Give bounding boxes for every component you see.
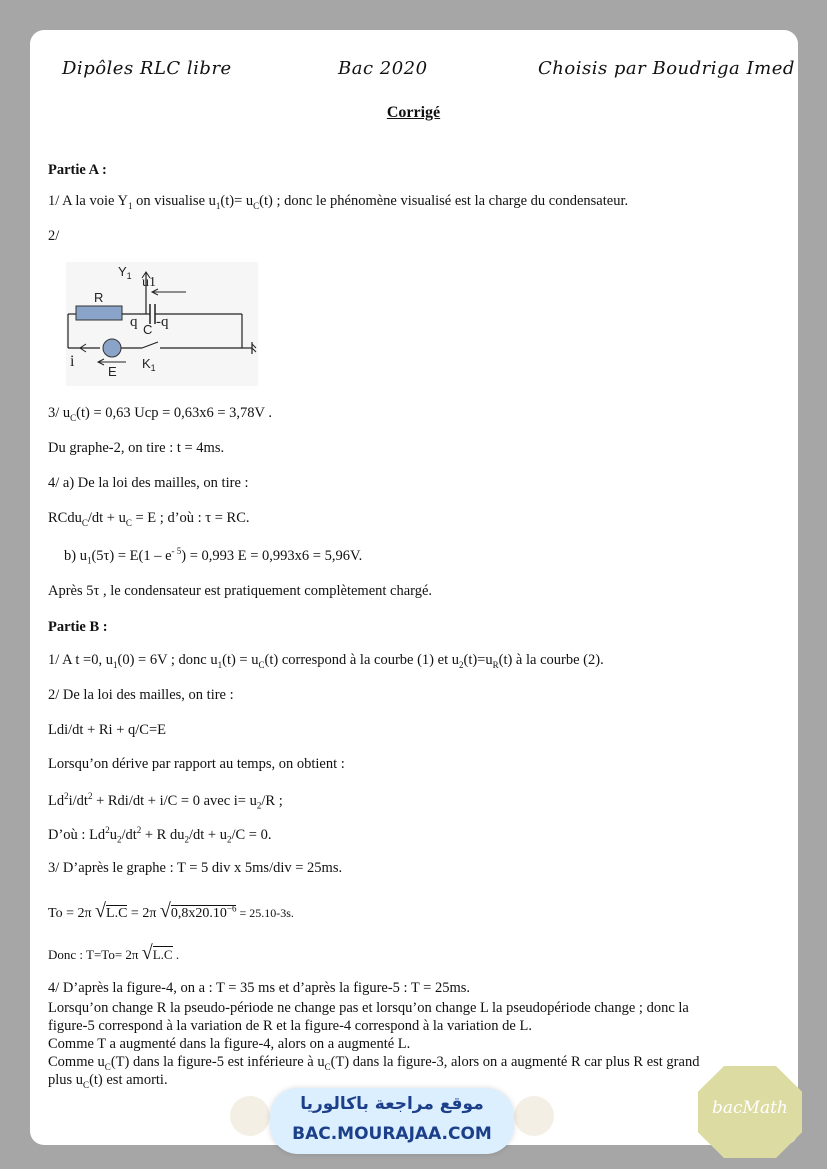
header-center: Bac 2020 [338,58,428,79]
partB-q4c: figure-5 correspond à la variation de R et la figure-4 correspond à la variation de L. [48,1018,532,1034]
label-r: R [94,290,104,305]
label-c: C [143,322,153,337]
left-logo-icon [230,1096,270,1136]
partB-heading: Partie B : [48,619,108,635]
page-title: Corrigé [386,104,441,121]
partB-q2d: $Ld^2i/dt^2 + Rdi/dt + i/C = 0$ avec $i= u_2/R$ ; [48,791,283,811]
partB-q2c: Lorsqu’on dérive par rapport au temps, on obtient : [48,756,345,772]
partB-q2e: D’où : $Ld^2u_2/dt^2 + R$ $du_2/dt + u_2/C = 0$. [48,825,272,845]
label-i: i [70,353,75,370]
header-left: Dipôles RLC libre [62,58,232,79]
banner-site-url: BAC.MOURAJAA.COM [292,1124,492,1144]
label-e: E [108,364,117,379]
label-k: K [142,356,151,371]
banner-arabic-text: موقع مراجعة باكالوريا [300,1094,484,1114]
generator [103,339,121,357]
label-q: q [130,314,138,330]
partA-q3a: 3/ $u_C(t) = 0,63$ Ucp = 0,63x6 = 3,78V . [48,405,273,423]
partA-q1: 1/ A la voie $Y_1$ on visualise $u_1(t)= u_C(t)$ ; donc le phénomène visualisé est la charge du condensateur. [48,193,629,211]
resistor [76,306,122,320]
label-u1: u1 [142,275,156,290]
partB-q4e: Comme $u_C(T)$ dans la figure-5 est inférieure à $u_C(T)$ dans la figure-3, alors on a augmenté R car plus R est grand [48,1054,700,1072]
right-logo-icon [514,1096,554,1136]
label-minus-q: -q [156,314,169,330]
label-y-sub: 1 [126,271,132,281]
partA-q4a: 4/ a) De la loi des mailles, on tire : [48,475,249,491]
label-k-sub: 1 [150,363,156,373]
partA-q4b: RCdu$_C$/dt + $u_C = E$ ; d’où : τ = RC. [48,510,250,528]
partA-q2: 2/ [48,228,60,244]
site-banner-link[interactable] [270,1088,514,1154]
partB-q4b: Lorsqu’on change R la pseudo-période ne change pas et lorsqu’on change L la pseudopériode change ; donc la [48,1000,689,1016]
rc-circuit-diagram [66,262,258,386]
partB-q4d: Comme T a augmenté dans la figure-4, alors on a augmenté L. [48,1036,411,1052]
partB-q2b: Ldi/dt + Ri + q/C=E [48,722,166,738]
partB-q2a: 2/ De la loi des mailles, on tire : [48,687,234,703]
partB-q3a: 3/ D’après le graphe : T = 5 div x 5ms/div = 25ms. [48,860,343,876]
partA-heading: Partie A : [48,162,107,178]
label-y: Y [118,264,127,279]
header-right: Choisis par Boudriga Imed [538,58,795,79]
partB-q3b: To = 2π √L.C = 2π $√0,8x20.10^{-6} = 25.10-3s$. [48,900,294,922]
partB-q1: 1/ A t =0, $u_1(0) = 6V$ ; donc $u_1(t) = u_C(t)$ correspond à la courbe (1) et $u_2(t)=u_R(t)$ à la courbe (2). [48,652,604,670]
partA-q4d: Après 5τ , le condensateur est pratiquement complètement chargé. [48,583,433,599]
partB-q4f: plus $u_C(t)$ est amorti. [48,1072,168,1090]
partA-q4c: b) $u_1(5\tau) = E(1 - e^{- 5}) = 0,993$ E = 0,993x6 = 5,96V. [64,546,363,566]
partA-q3b: Du graphe-2, on tire : t = 4ms. [48,440,225,456]
partB-q3c: Donc : T=To= 2π √L.C . [48,942,180,964]
partB-q4a: 4/ D’après la figure-4, on a : T = 35 ms et d’après la figure-5 : T = 25ms. [48,980,470,996]
bacmath-logo-text: bacMath [712,1098,788,1118]
